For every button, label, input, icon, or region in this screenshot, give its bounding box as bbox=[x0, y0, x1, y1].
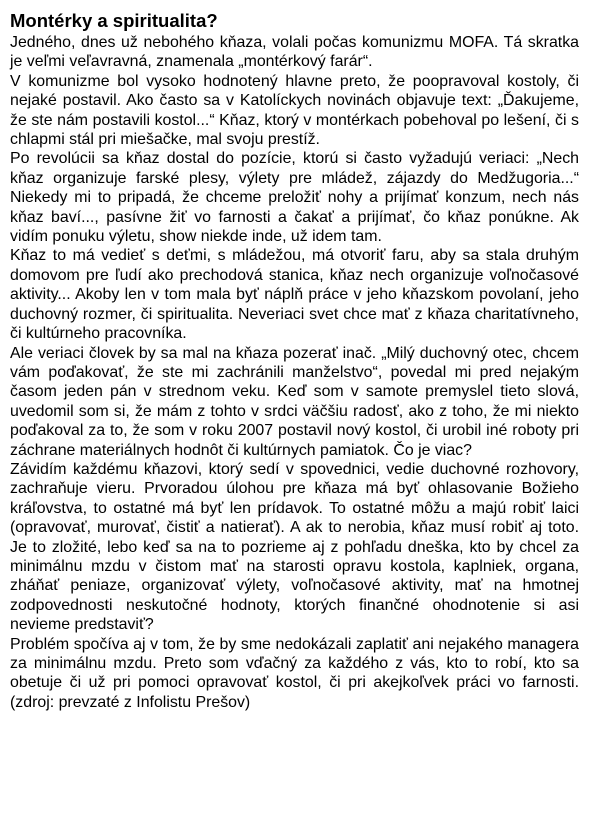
paragraph-6: Závidím každému kňazovi, ktorý sedí v spovednici, vedie duchovné rozhovory, zachraňuje vieru. Prvoradou úlohou pre kňaza má byť ohlasovanie Božieho kráľovstva, to ostatné má byť len prídavok. To ostatné môžu a majú robiť laici (opravovať, murovať, čistiť a natierať). A ak to nerobia, kňaz musí robiť aj toto. Je to zložité, lebo keď sa na to pozrieme aj z pohľadu dneška, kto by chcel za minimálnu mzdu v čistom mať na starosti opravu kostola, kaplniek, organa, zháňať peniaze, organizovať výlety, voľnočasové aktivity, mať na hmotnej zodpovednosti neskutočné hodnoty, ktorých finančné ohodnotenie si asi nevieme predstaviť? bbox=[10, 460, 579, 634]
article-title: Montérky a spiritualita? bbox=[10, 10, 218, 31]
paragraph-4: Kňaz to má vedieť s deťmi, s mládežou, má otvoriť faru, aby sa stala druhým domovom pre ľudí ako prechodová stanica, kňaz nech organizuje voľnočasové aktivity... Akoby len v tom mala byť náplň práce v jeho kňazskom povolaní, jeho duchovný rozmer, či spiritualita. Neveriaci svet chce mať z kňaza charitatívneho, či kultúrneho pracovníka. bbox=[10, 247, 579, 343]
paragraph-2: V komunizme bol vysoko hodnotený hlavne preto, že poopravoval kostoly, či nejaké postavil. Ako často sa v Katolíckych novinách objavuje text: „Ďakujeme, že ste nám postavili kostol...“ Kňaz, ktorý v montérkach pobehoval po lešení, či s chlapmi stál pri miešačke, mal svoju prestíž. bbox=[10, 72, 579, 149]
paragraph-1: Jedného, dnes už nebohého kňaza, volali počas komunizmu MOFA. Tá skratka je veľmi veľavravná, znamenala „montérkový farár“. bbox=[10, 34, 579, 71]
paragraph-3: Po revolúcii sa kňaz dostal do pozície, ktorú si často vyžadujú veriaci: „Nech kňaz organizuje farské plesy, výlety pre mládež, zájazdy do Medžugoria...“ Niekedy mi to pripadá, že chceme preložiť nohy a prijímať konzum, nech nás kňaz baví..., pasívne žiť vo farnosti a čakať a prijímať, čo kňaz ponúkne. Ak vidím ponuku výletu, show niekde inde, už idem tam. bbox=[10, 150, 579, 246]
paragraph-5: Ale veriaci človek by sa mal na kňaza pozerať inač. „Milý duchovný otec, chcem vám poďakovať, že ste mi zachránili manželstvo“, povedal mi pred nejakým časom jeden pán v strednom veku. Keď som v samote premyslel tieto slová, uvedomil som si, že mám z tohto v srdci väčšiu radosť, ako z toho, že mi niekto poďakoval za to, že som v roku 2007 postavil nový kostol, či urobil iné roboty pri záchrane materiálnych hodnôt či kultúrnych pamiatok. Čo je viac? bbox=[10, 344, 579, 459]
paragraph-7-source: Problém spočíva aj v tom, že by sme nedokázali zaplatiť ani nejakého managera za minimálnu mzdu. Preto som vďačný za každého z vás, kto to robí, kto sa obetuje či už pri pomoci opravovať kostol, či pri akejkoľvek práci vo farnosti. (zdroj: prevzaté z Infolistu Prešov) bbox=[10, 635, 579, 711]
